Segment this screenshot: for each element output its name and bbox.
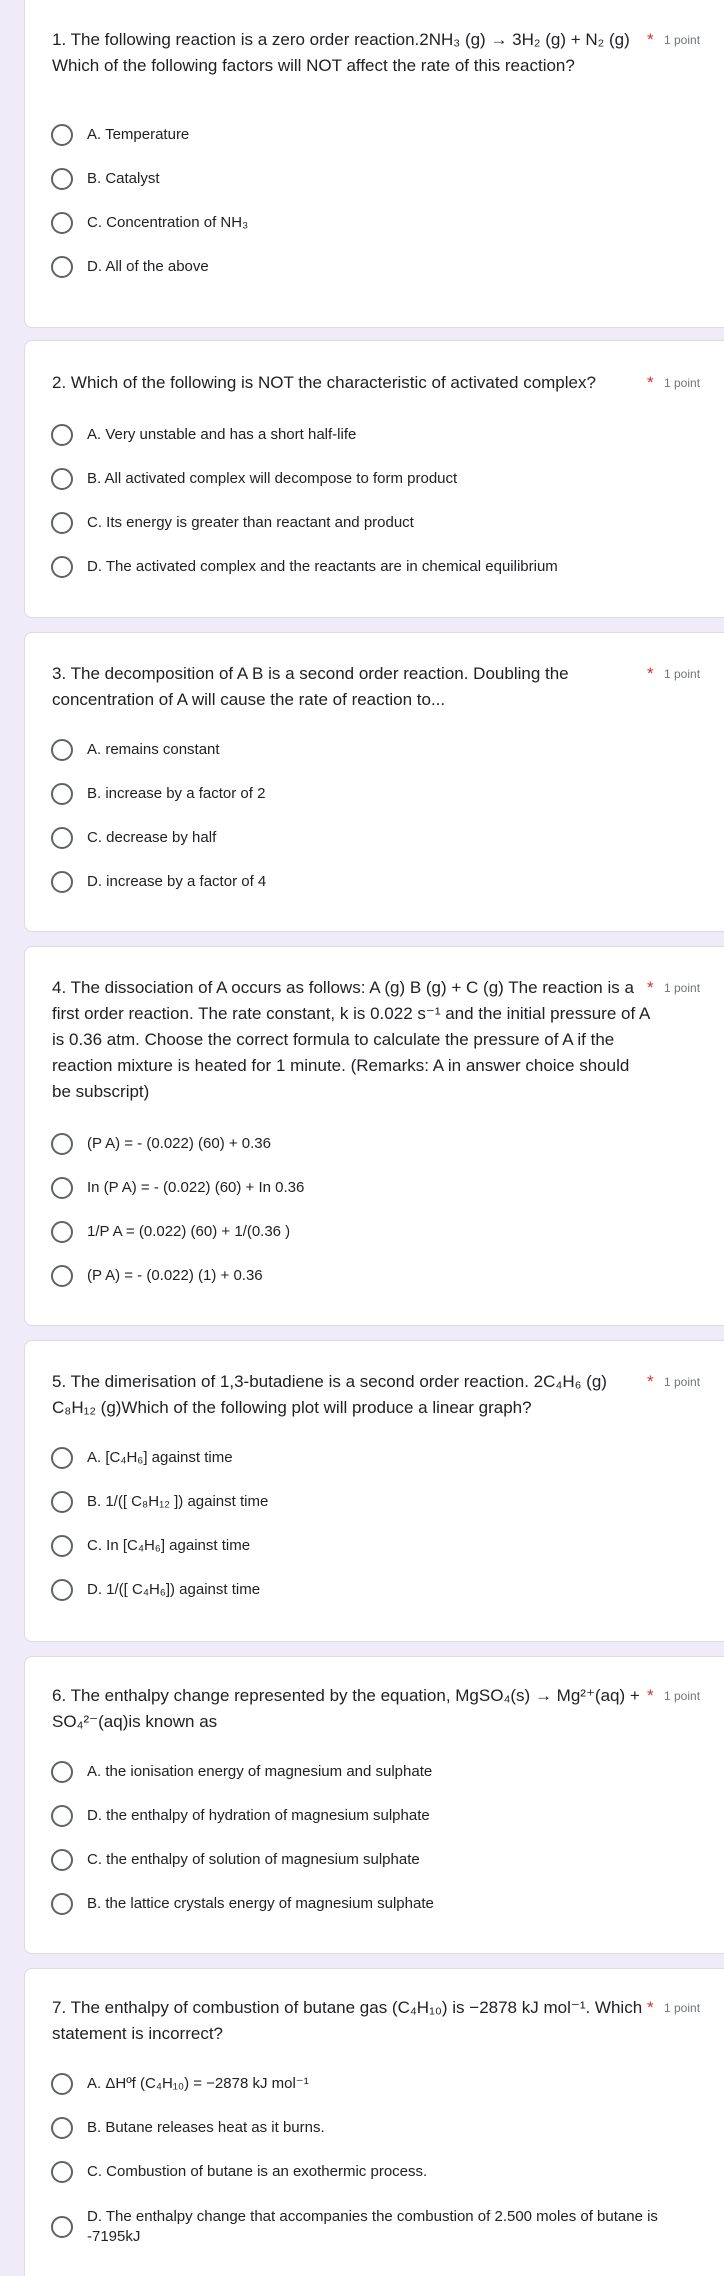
option-5c[interactable] [51,1535,711,1557]
option-label: A. Temperature [87,126,190,143]
option-label: C. In [C₄H₆] against time [87,1537,251,1554]
radio-button[interactable] [51,1893,73,1915]
option-label: 1/P A = (0.022) (60) + 1/(0.36 ) [87,1223,291,1240]
option-label: D. the enthalpy of hydration of magnesium sulphate [87,1807,430,1824]
option-label: C. the enthalpy of solution of magnesium sulphate [87,1851,420,1868]
option-6a[interactable] [51,1761,711,1783]
required-asterisk: * [647,664,654,683]
question-number: 1. [52,30,67,49]
question-title [52,975,652,1105]
radio-button[interactable] [51,1849,73,1871]
option-label: B. increase by a factor of 2 [87,785,266,802]
question-title [52,1995,652,2047]
option-label: (P A) = - (0.022) (1) + 0.36 [87,1267,263,1284]
option-3a[interactable] [51,739,711,761]
option-2b[interactable] [51,468,711,490]
question-number: 7. [52,1998,67,2017]
radio-button[interactable] [51,168,73,190]
option-5b[interactable] [51,1491,711,1513]
required-asterisk: * [647,1686,654,1705]
option-5d[interactable] [51,1579,711,1601]
option-1d[interactable] [51,256,711,278]
option-label: D. 1/([ C₄H₆]) against time [87,1581,261,1598]
option-2c[interactable] [51,512,711,534]
question-card-4 [24,946,724,1326]
radio-button[interactable] [51,1221,73,1243]
question-title [52,27,652,79]
radio-button[interactable] [51,1133,73,1155]
option-7d[interactable] [51,2206,711,2247]
radio-button[interactable] [51,2161,73,2183]
question-text: The enthalpy of combustion of butane gas (C₄H₁₀) is −2878 kJ mol⁻¹. Which statement is incorrect? [52,1998,643,2043]
option-2d[interactable] [51,556,711,578]
option-label: A. the ionisation energy of magnesium and sulphate [87,1763,433,1780]
option-label: B. Catalyst [87,170,160,187]
option-label: B. the lattice crystals energy of magnesium sulphate [87,1895,434,1912]
option-7b[interactable] [51,2117,711,2139]
points-label: 1 point [664,1689,701,1703]
radio-button[interactable] [51,556,73,578]
option-label: A. [C₄H₆] against time [87,1449,233,1466]
option-4b[interactable] [51,1177,711,1199]
question-number: 6. [52,1686,67,1705]
required-asterisk: * [647,1372,654,1391]
radio-button[interactable] [51,2117,73,2139]
question-number: 2. [52,373,67,392]
option-4d[interactable] [51,1265,711,1287]
option-label: C. decrease by half [87,829,217,846]
question-card-1 [24,0,724,328]
question-text: The decomposition of A B is a second order reaction. Doubling the concentration of A will cause the rate of reaction to... [52,664,569,709]
option-label: C. Concentration of NH₃ [87,214,249,231]
question-number: 4. [52,978,67,997]
required-asterisk: * [647,978,654,997]
option-label: D. increase by a factor of 4 [87,873,267,890]
option-label: B. All activated complex will decompose to form product [87,470,458,487]
radio-button[interactable] [51,871,73,893]
option-label: B. Butane releases heat as it burns. [87,2119,325,2136]
radio-button[interactable] [51,739,73,761]
radio-button[interactable] [51,783,73,805]
option-3c[interactable] [51,827,711,849]
option-7a[interactable] [51,2073,711,2095]
question-card-7 [24,1968,724,2276]
radio-button[interactable] [51,256,73,278]
question-title [52,370,652,396]
radio-button[interactable] [51,1177,73,1199]
points-label: 1 point [664,33,701,47]
option-label: C. Combustion of butane is an exothermic process. [87,2163,428,2180]
question-title [52,1369,652,1421]
option-6b[interactable] [51,1805,711,1827]
required-asterisk: * [647,373,654,392]
question-card-6 [24,1656,724,1954]
radio-button[interactable] [51,2073,73,2095]
points-label: 1 point [664,2001,701,2015]
option-label: D. The enthalpy change that accompanies the combustion of 2.500 moles of butane is -7195kJ [87,2208,658,2245]
question-title [52,661,652,713]
option-3b[interactable] [51,783,711,805]
option-label: A. ΔHºf (C₄H₁₀) = −2878 kJ mol⁻¹ [87,2075,309,2092]
option-4a[interactable] [51,1133,711,1155]
points-label: 1 point [664,981,701,995]
radio-button[interactable] [51,512,73,534]
question-number: 5. [52,1372,67,1391]
radio-button[interactable] [51,1579,73,1601]
option-1c[interactable] [51,212,711,234]
option-label: D. The activated complex and the reactants are in chemical equilibrium [87,558,558,575]
question-text: The enthalpy change represented by the equation, MgSO₄(s) → Mg²⁺(aq) + SO₄²⁻(aq)is known as [52,1686,640,1731]
option-1a[interactable] [51,124,711,146]
option-label: A. remains constant [87,741,220,758]
radio-button[interactable] [51,2216,73,2238]
option-2a[interactable] [51,424,711,446]
question-card-3 [24,632,724,932]
question-title [52,1683,652,1735]
points-label: 1 point [664,667,701,681]
option-label: D. All of the above [87,258,209,275]
option-6d[interactable] [51,1893,711,1915]
option-label: B. 1/([ C₈H₁₂ ]) against time [87,1493,269,1510]
radio-button[interactable] [51,212,73,234]
option-7c[interactable] [51,2161,711,2183]
option-label: A. Very unstable and has a short half-life [87,426,357,443]
option-label: In (P A) = - (0.022) (60) + In 0.36 [87,1179,305,1196]
radio-button[interactable] [51,827,73,849]
question-card-2 [24,340,724,618]
question-number: 3. [52,664,67,683]
required-asterisk: * [647,1998,654,2017]
option-label: (P A) = - (0.022) (60) + 0.36 [87,1135,271,1152]
radio-button[interactable] [51,124,73,146]
question-text: The following reaction is a zero order reaction.2NH₃ (g) → 3H₂ (g) + N₂ (g) Which of the following factors will NOT affect the rate of this reaction? [52,30,630,75]
option-3d[interactable] [51,871,711,893]
radio-button[interactable] [51,1805,73,1827]
question-text: Which of the following is NOT the characteristic of activated complex? [70,373,596,392]
radio-button[interactable] [51,468,73,490]
required-asterisk: * [647,30,654,49]
option-5a[interactable] [51,1447,711,1469]
question-card-5 [24,1340,724,1642]
points-label: 1 point [664,1375,701,1389]
option-4c[interactable] [51,1221,711,1243]
points-label: 1 point [664,376,701,390]
radio-button[interactable] [51,424,73,446]
radio-button[interactable] [51,1535,73,1557]
radio-button[interactable] [51,1491,73,1513]
question-text: The dimerisation of 1,3-butadiene is a second order reaction. 2C₄H₆ (g) C₈H₁₂ (g)Which of the following plot will produce a linear graph? [52,1372,607,1417]
radio-button[interactable] [51,1265,73,1287]
question-text: The dissociation of A occurs as follows: A (g) B (g) + C (g) The reaction is a first order reaction. The rate constant, k is 0.022 s⁻¹ and the initial pressure of A is 0.36 atm. Choose the correct formula to calculate the pressure of A if the reaction mixture is heated for 1 minute. (Remarks: A in answer choice should be subscript) [52,978,650,1101]
radio-button[interactable] [51,1761,73,1783]
option-6c[interactable] [51,1849,711,1871]
option-1b[interactable] [51,168,711,190]
option-label: C. Its energy is greater than reactant and product [87,514,414,531]
radio-button[interactable] [51,1447,73,1469]
